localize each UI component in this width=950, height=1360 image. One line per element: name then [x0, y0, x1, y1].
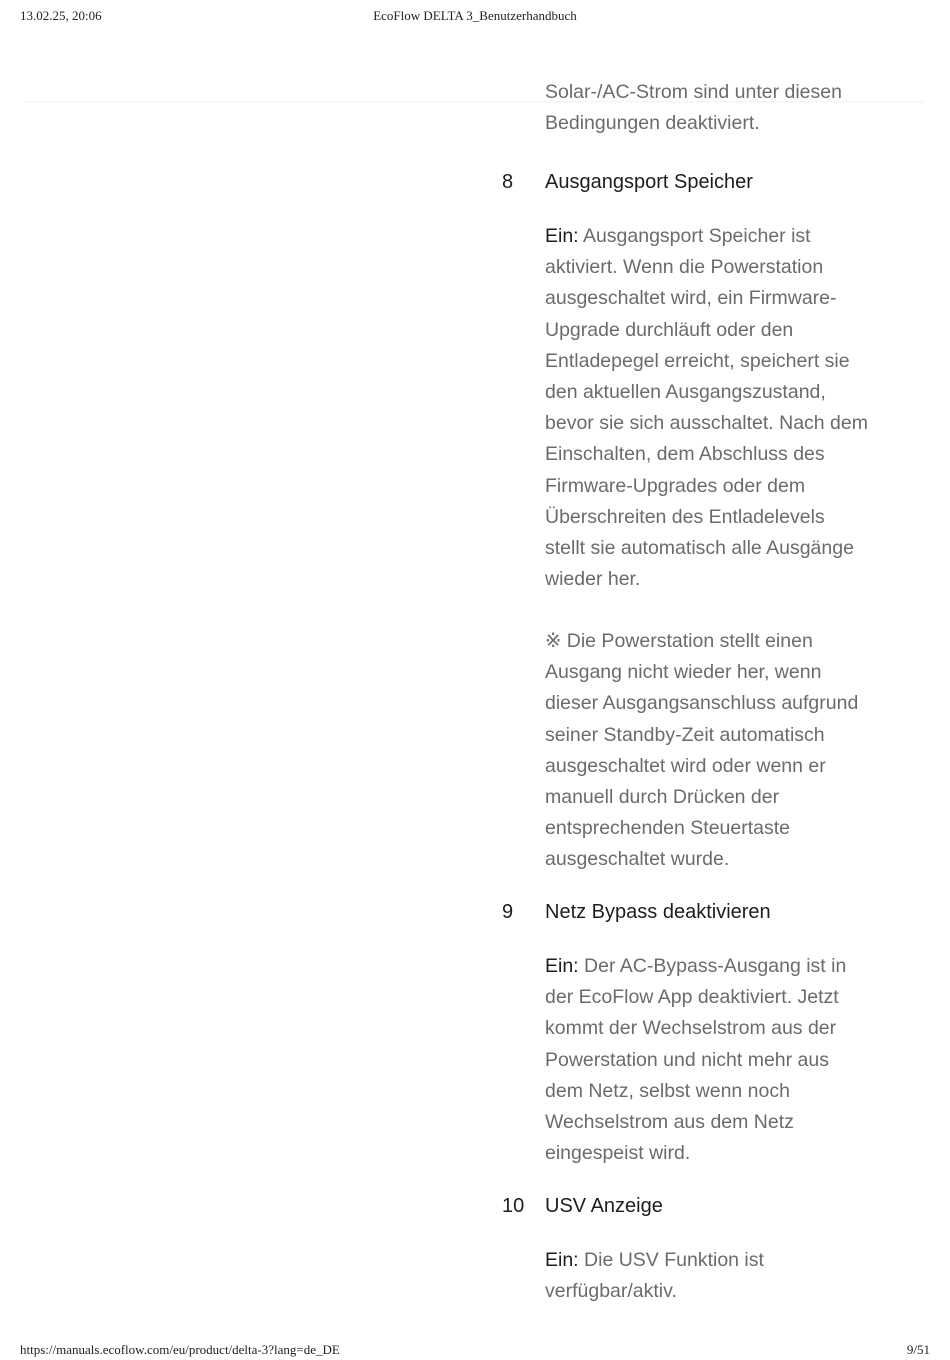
- item-10-description: [545, 1245, 890, 1307]
- desc-line: Upgrade durchläuft oder den: [545, 318, 794, 341]
- item-number: 8: [502, 171, 514, 193]
- continued-cut-line: Solar-/AC-Strom sind unter diesen: [545, 81, 842, 103]
- desc-line: kommt der Wechselstrom aus der: [545, 1017, 837, 1040]
- print-footer: [0, 1342, 950, 1360]
- desc-line: verfügbar/aktiv.: [545, 1280, 677, 1303]
- print-page-number: 9/51: [906, 1342, 930, 1357]
- desc-line: Die USV Funktion ist: [578, 1249, 764, 1271]
- note-line: dieser Ausgangsanschluss aufgrund: [545, 692, 859, 715]
- print-url[interactable]: https://manuals.ecoflow.com/eu/product/delta-3?lang=de_DE: [20, 1342, 340, 1357]
- item-number: 10: [502, 1195, 525, 1217]
- print-doc-title: EcoFlow DELTA 3_Benutzerhandbuch: [373, 8, 577, 23]
- note-line: ※ Die Powerstation stellt einen: [545, 630, 813, 652]
- status-label: Ein:: [545, 955, 579, 977]
- item-title: Netz Bypass deaktivieren: [545, 901, 771, 923]
- desc-line: Powerstation und nicht mehr aus: [545, 1048, 829, 1071]
- desc-line: Überschreiten des Entladelevels: [545, 505, 825, 528]
- desc-line: Ausgangsport Speicher ist: [578, 225, 811, 247]
- desc-line: eingespeist wird.: [545, 1142, 691, 1165]
- desc-line: Firmware-Upgrades oder dem: [545, 474, 806, 497]
- note-line: ausgeschaltet wurde.: [545, 848, 730, 871]
- item-title: USV Anzeige: [545, 1195, 663, 1217]
- desc-line: aktiviert. Wenn die Powerstation: [545, 256, 824, 279]
- desc-line: bevor sie sich ausschaltet. Nach dem: [545, 412, 868, 435]
- note-line: seiner Standby-Zeit automatisch: [545, 723, 825, 746]
- manual-content: [0, 81, 950, 1335]
- note-line: entsprechenden Steuertaste: [545, 817, 791, 840]
- desc-line: den aktuellen Ausgangszustand,: [545, 381, 826, 404]
- continued-last-line: Bedingungen deaktiviert.: [545, 112, 760, 135]
- desc-line: wieder her.: [545, 568, 641, 591]
- print-datetime: 13.02.25, 20:06: [20, 8, 102, 23]
- note-line: Ausgang nicht wieder her, wenn: [545, 661, 822, 684]
- status-label: Ein:: [545, 225, 579, 247]
- item-8-description: [545, 221, 890, 595]
- desc-line: stellt sie automatisch alle Ausgänge: [545, 537, 854, 560]
- status-label: Ein:: [545, 1249, 579, 1271]
- desc-line: Entladepegel erreicht, speichert sie: [545, 349, 850, 372]
- desc-line: der EcoFlow App deaktiviert. Jetzt: [545, 986, 839, 1009]
- desc-line: ausgeschaltet wird, ein Firmware-: [545, 287, 837, 310]
- item-8-note: [545, 626, 890, 876]
- desc-line: dem Netz, selbst wenn noch: [545, 1079, 790, 1102]
- print-header: [0, 8, 950, 26]
- item-title: Ausgangsport Speicher: [545, 171, 753, 193]
- continued-text: [545, 77, 842, 139]
- desc-line: Der AC-Bypass-Ausgang ist in: [578, 955, 847, 977]
- desc-line: Wechselstrom aus dem Netz: [545, 1111, 794, 1134]
- desc-line: Einschalten, dem Abschluss des: [545, 443, 825, 466]
- item-number: 9: [502, 901, 514, 923]
- note-line: ausgeschaltet wird oder wenn er: [545, 754, 826, 777]
- item-9-description: [545, 951, 890, 1169]
- note-line: manuell durch Drücken der: [545, 786, 780, 809]
